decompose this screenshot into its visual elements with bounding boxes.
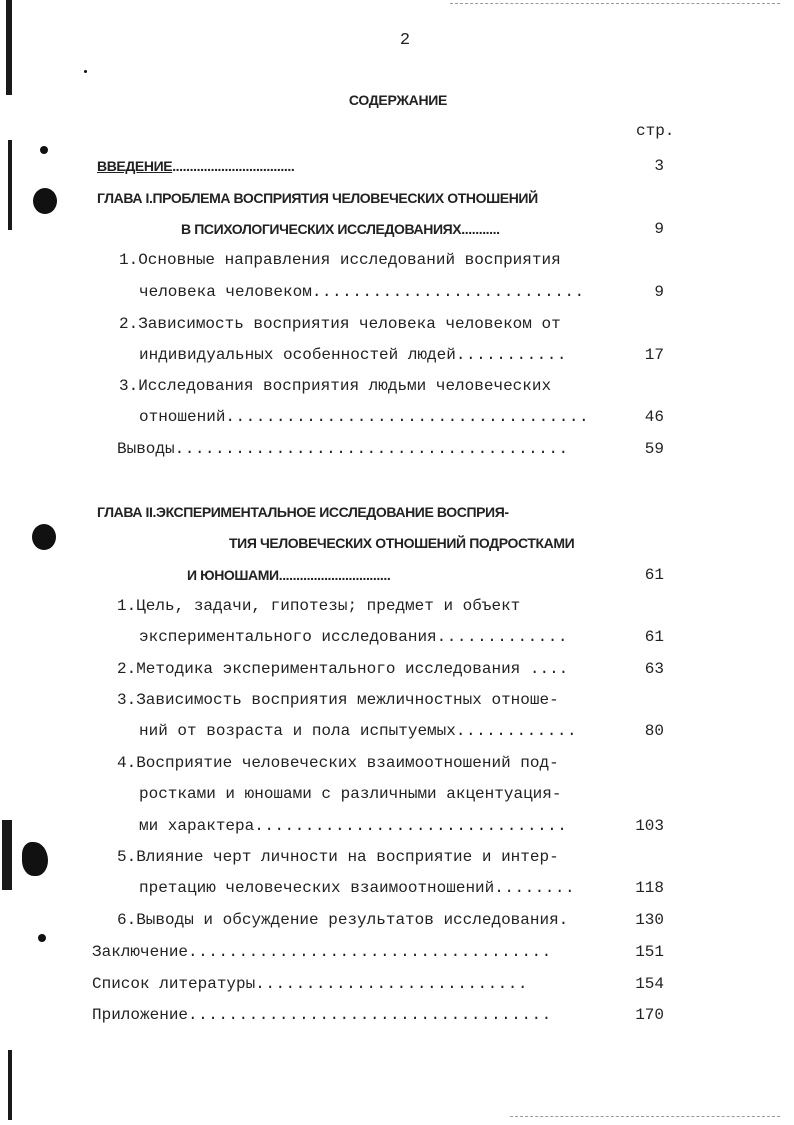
toc-leader-dots: ........... <box>461 221 500 237</box>
toc-leader-dots: ................................... <box>172 158 295 174</box>
scan-margin-bar <box>8 140 12 230</box>
toc-entry-text: отношений <box>139 408 226 426</box>
toc-entry-text: Приложение <box>92 1006 189 1024</box>
toc-entry-text: 4.Восприятие человеческих взаимоотношений под- <box>117 754 559 772</box>
toc-entry-text: экспериментального исследования <box>139 628 437 646</box>
toc-entry-section-2-6 <box>117 910 568 930</box>
toc-page-number: 63 <box>644 660 664 678</box>
scan-edge-bottom <box>510 1116 780 1117</box>
toc-page-number: 103 <box>635 817 664 835</box>
toc-entry-conclusions-1 <box>117 439 569 459</box>
toc-entry-section-2-1-cont <box>139 627 568 647</box>
toc-entry-text: ми характера <box>139 817 255 835</box>
toc-entry-text: 5.Влияние черт личности на восприятие и интер- <box>117 848 559 866</box>
toc-page-number: 80 <box>644 722 664 740</box>
toc-page-number: 9 <box>654 283 664 301</box>
page-title: СОДЕРЖАНИЕ <box>348 92 448 108</box>
toc-entry-text: 2.Методика экспериментального исследования .... <box>117 660 569 678</box>
toc-entry-text: 2.Зависимость восприятия человека человеком от <box>119 315 561 333</box>
toc-entry-section-2-3-cont <box>139 721 577 741</box>
toc-entry-section-2-4 <box>117 753 559 773</box>
toc-entry-chapter-2-cont <box>229 533 574 553</box>
toc-entry-chapter-2 <box>97 502 509 522</box>
toc-entry-section-2-4-cont <box>139 816 567 836</box>
toc-entry-text: ний от возраста и пола испытуемых <box>139 722 456 740</box>
toc-entry-section-2-4-cont <box>139 784 561 804</box>
toc-entry-appendix <box>92 1005 552 1025</box>
toc-entry-section-1-3 <box>119 376 551 396</box>
toc-entry-text: ГЛАВА II.ЭКСПЕРИМЕНТАЛЬНОЕ ИССЛЕДОВАНИЕ ВОСПРИЯ- <box>97 504 509 520</box>
toc-entry-chapter-1 <box>97 188 538 208</box>
toc-entry-text: индивидуальных особенностей людей <box>139 346 456 364</box>
toc-leader-dots: .................................... <box>225 408 590 426</box>
scan-edge-top <box>450 3 780 4</box>
toc-entry-section-1-1-cont <box>139 282 585 302</box>
toc-entry-section-1-1 <box>119 250 561 270</box>
toc-entry-bibliography <box>92 974 528 994</box>
toc-entry-section-1-2-cont <box>139 345 567 365</box>
toc-leader-dots: ........................... <box>255 975 528 993</box>
page-number: 2 <box>399 31 411 50</box>
toc-entry-text: Выводы <box>117 440 175 458</box>
scan-margin-bar <box>2 820 12 890</box>
toc-entry-text: 6.Выводы и обсуждение результатов исследования. <box>117 911 569 929</box>
toc-entry-section-2-3 <box>117 690 559 710</box>
toc-entry-section-1-2 <box>119 314 561 334</box>
toc-entry-section-1-3-cont <box>139 407 589 427</box>
toc-entry-text: В ПСИХОЛОГИЧЕСКИХ ИССЛЕДОВАНИЯХ <box>181 221 462 237</box>
toc-entry-chapter-1-cont <box>181 219 500 239</box>
toc-entry-chapter-2-cont <box>187 565 390 585</box>
toc-page-number: 151 <box>635 943 664 961</box>
toc-entry-text: 1.Цель, задачи, гипотезы; предмет и объект <box>117 597 521 615</box>
ink-smudge <box>22 842 48 876</box>
toc-entry-text: И ЮНОШАМИ <box>187 567 279 583</box>
toc-entry-text: ТИЯ ЧЕЛОВЕЧЕСКИХ ОТНОШЕНИЙ ПОДРОСТКАМИ <box>229 535 575 551</box>
toc-leader-dots: ............................... <box>254 817 568 835</box>
toc-page-number: 17 <box>644 346 664 364</box>
toc-entry-text: 3.Зависимость восприятия межличностных отноше- <box>117 691 559 709</box>
toc-page-number: 154 <box>635 975 664 993</box>
toc-entry-section-2-5-cont <box>139 878 575 898</box>
scan-margin-bar <box>8 1050 12 1120</box>
toc-entry-text: 1.Основные направления исследований восприятия <box>119 251 561 269</box>
toc-entry-text: Список литературы <box>92 975 256 993</box>
ink-spot <box>38 934 46 942</box>
toc-page-number: 118 <box>635 879 664 897</box>
toc-entry-section-2-5 <box>117 847 559 867</box>
toc-leader-dots: ....................................... <box>174 440 569 458</box>
punch-hole-mark <box>32 524 56 550</box>
toc-leader-dots: ........................... <box>311 283 585 301</box>
toc-entry-text: ГЛАВА I.ПРОБЛЕМА ВОСПРИЯТИЯ ЧЕЛОВЕЧЕСКИХ ОТНОШЕНИЙ <box>97 190 538 206</box>
toc-page-number: 59 <box>644 440 664 458</box>
toc-entry-text: претацию человеческих взаимоотношений <box>139 879 495 897</box>
toc-leader-dots: ............. <box>436 628 568 646</box>
page-column-header: стр. <box>636 122 675 140</box>
toc-page-number: 170 <box>635 1006 664 1024</box>
toc-page-number: 61 <box>644 566 664 584</box>
toc-leader-dots: .................................... <box>188 943 552 961</box>
toc-leader-dots: ........... <box>455 346 567 364</box>
toc-entry-text: 3.Исследования восприятия людьми человеческих <box>119 377 552 395</box>
ink-spot <box>40 146 48 154</box>
toc-page-number: 46 <box>644 408 664 426</box>
toc-leader-dots: ............ <box>455 722 578 740</box>
toc-entry-section-2-2 <box>117 659 568 679</box>
toc-entry-text: Заключение <box>92 943 189 961</box>
toc-entry-conclusion <box>92 942 552 962</box>
toc-page-number: 130 <box>635 911 664 929</box>
toc-page-number: 9 <box>654 220 664 238</box>
toc-leader-dots: .................................... <box>188 1006 552 1024</box>
toc-entry-text: ростками и юношами с различными акцентуация- <box>139 785 562 803</box>
toc-entry-introduction <box>97 156 294 176</box>
toc-entry-section-2-1 <box>117 596 520 616</box>
ink-spot <box>84 70 87 73</box>
toc-page-number: 61 <box>644 628 664 646</box>
toc-leader-dots: ........ <box>494 879 576 897</box>
toc-entry-text: ВВЕДЕНИЕ <box>97 158 173 174</box>
toc-leader-dots: ................................ <box>278 567 391 583</box>
toc-entry-text: человека человеком <box>139 283 312 301</box>
toc-page-number: 3 <box>654 157 664 175</box>
punch-hole-mark <box>33 188 57 214</box>
